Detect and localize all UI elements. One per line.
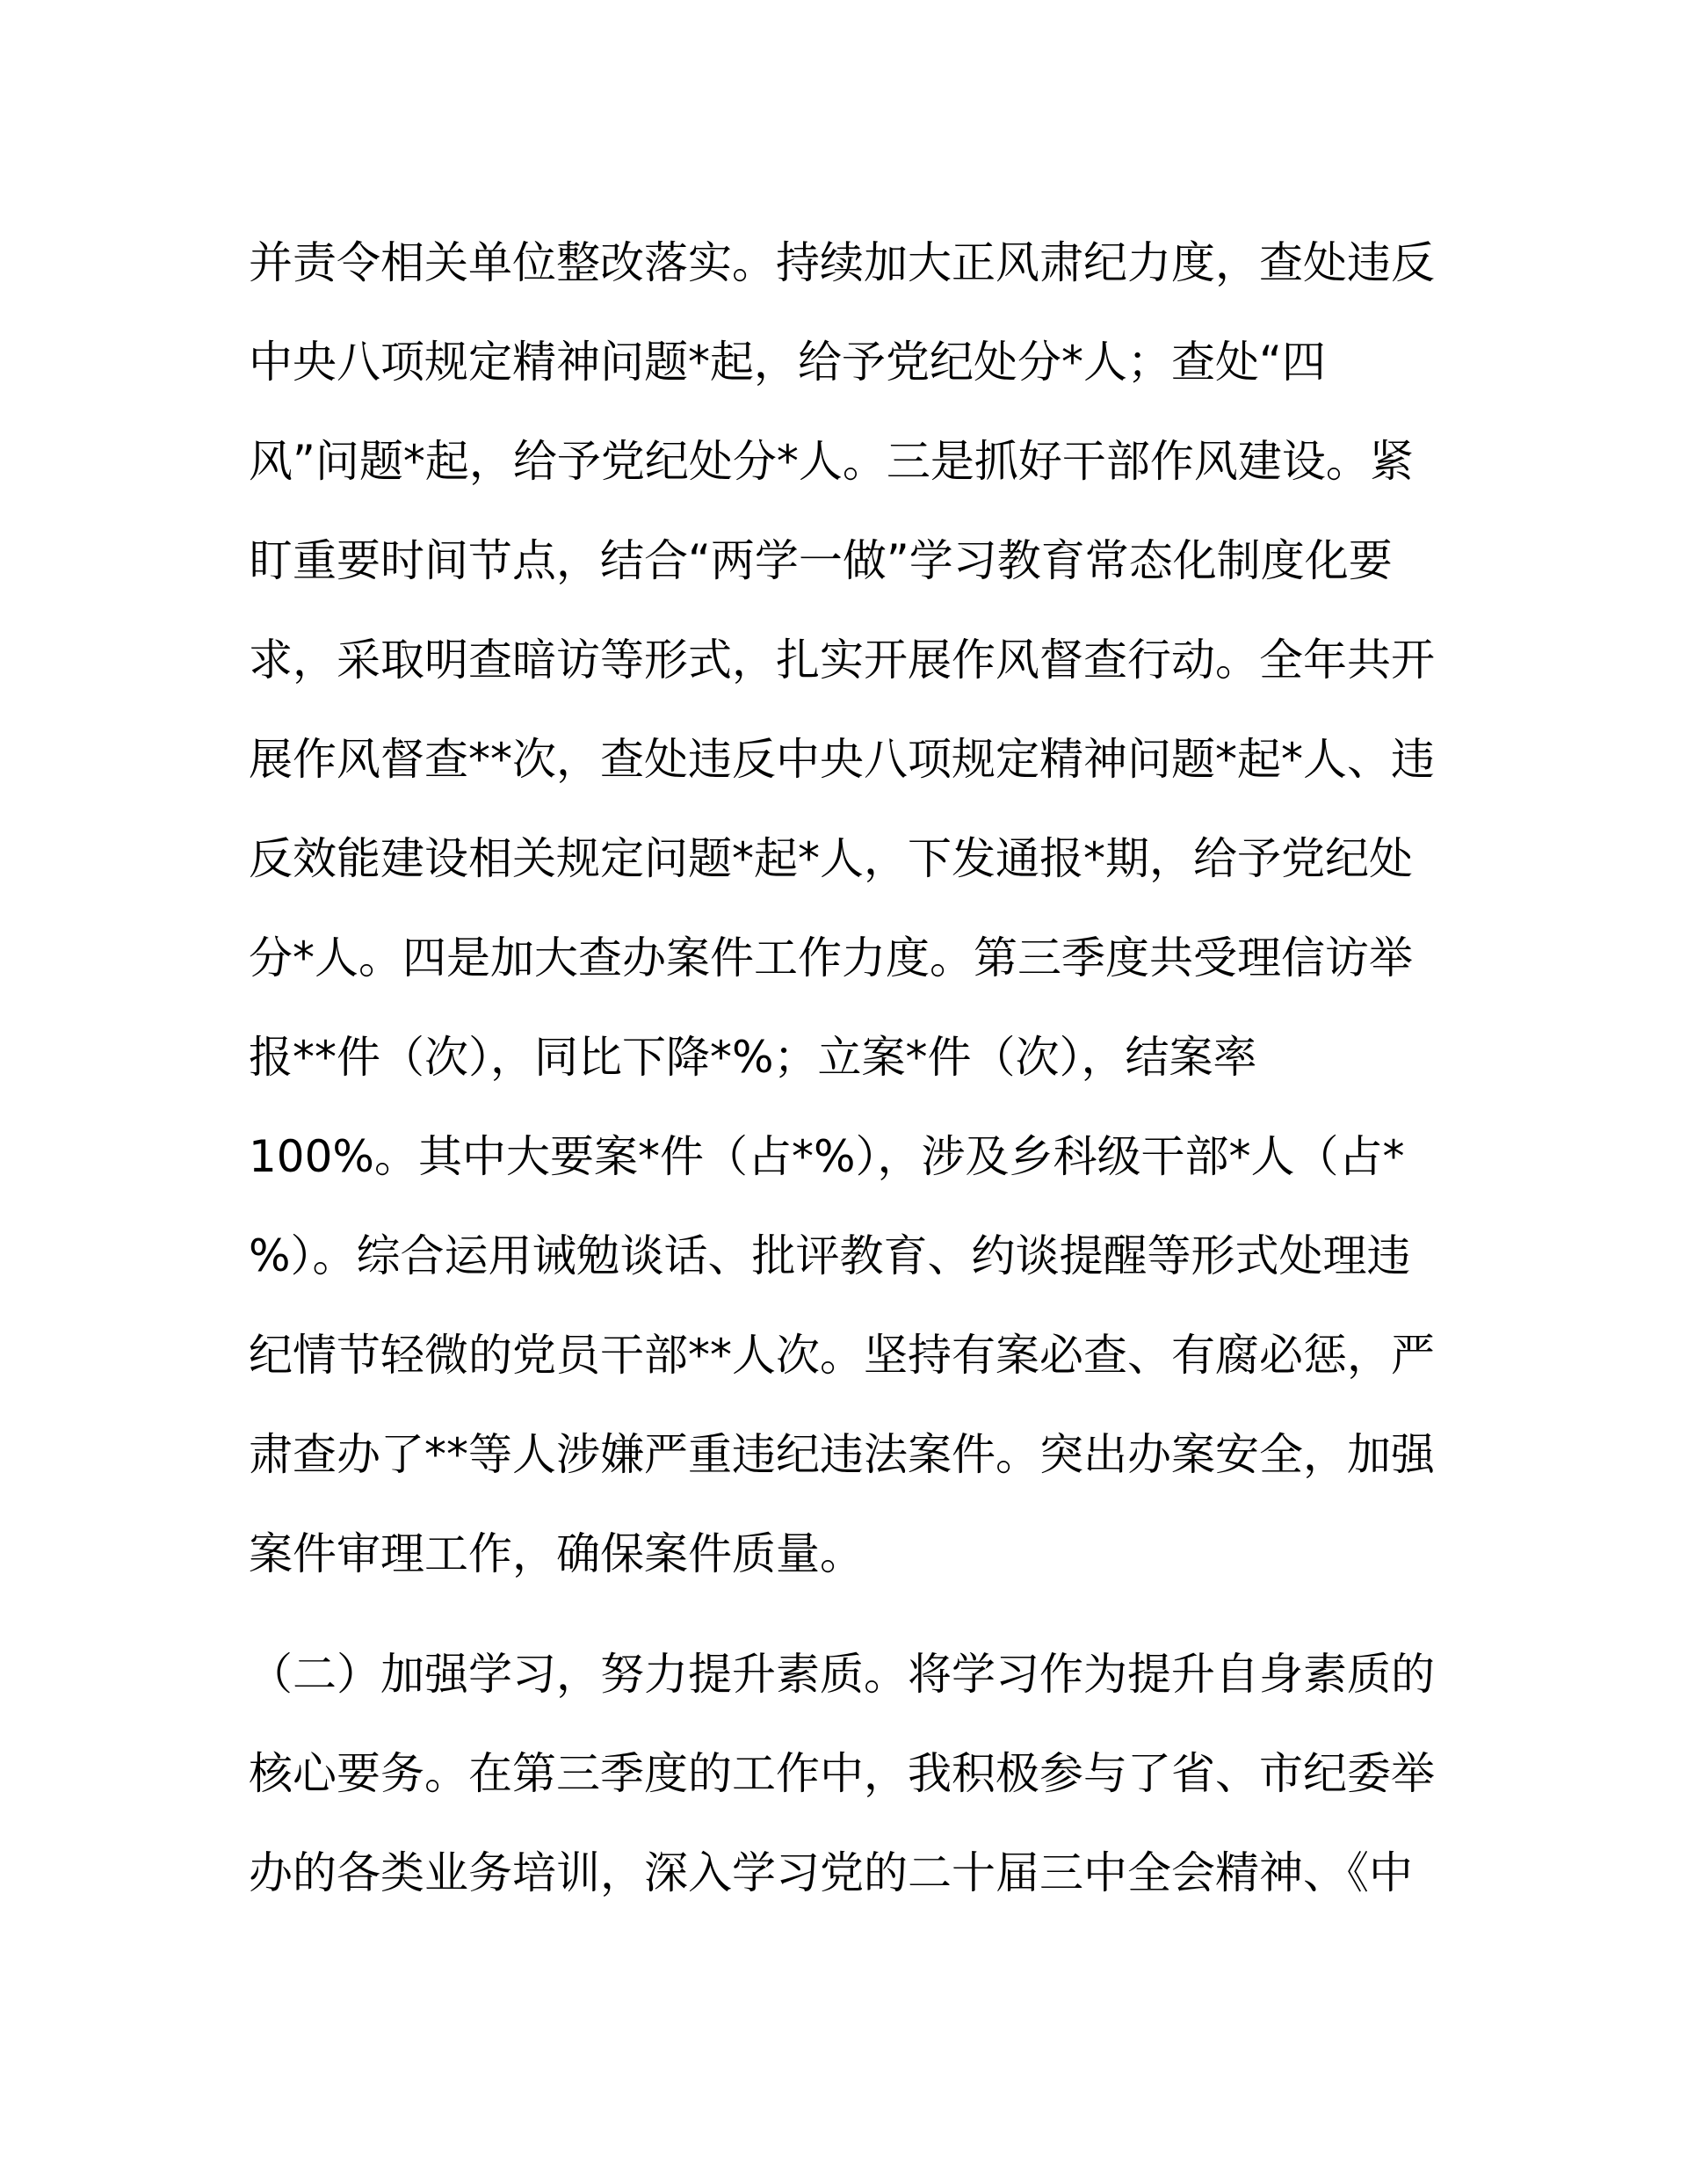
text-line: （二）加强学习，努力提升素质。将学习作为提升自身素质的: [249, 1649, 1435, 1700]
text-line: 分*人。四是加大查办案件工作力度。第三季度共受理信访举: [249, 932, 1413, 983]
text-line: 纪情节轻微的党员干部**人次。坚持有案必查、有腐必惩，严: [249, 1330, 1435, 1381]
text-line: 核心要务。在第三季度的工作中，我积极参与了省、市纪委举: [249, 1748, 1435, 1799]
text-line: %）。综合运用诫勉谈话、批评教育、约谈提醒等形式处理违: [249, 1230, 1411, 1281]
text-line: 100%。其中大要案*件（占*%），涉及乡科级干部*人（占*: [249, 1131, 1405, 1182]
text-line: 风”问题*起，给予党纪处分*人。三是抓好干部作风建设。紧: [249, 436, 1414, 487]
text-line: 中央八项规定精神问题*起，给予党纪处分*人；查处“四: [249, 337, 1326, 388]
text-line: 办的各类业务培训，深入学习党的二十届三中全会精神、《中: [249, 1847, 1413, 1898]
text-line: 展作风督查**次，查处违反中央八项规定精神问题*起*人、违: [249, 734, 1435, 785]
text-line: 求，采取明查暗访等形式，扎实开展作风督查行动。全年共开: [249, 635, 1435, 686]
text-line: 肃查办了**等人涉嫌严重违纪违法案件。突出办案安全，加强: [249, 1429, 1435, 1480]
text-line: 并责令相关单位整改落实。持续加大正风肃纪力度，查处违反: [249, 237, 1435, 288]
text-line: 盯重要时间节点，结合“两学一做”学习教育常态化制度化要: [249, 535, 1393, 586]
text-line: 案件审理工作，确保案件质量。: [249, 1528, 864, 1579]
text-line: 报**件（次），同比下降*%；立案*件（次），结案率: [249, 1032, 1257, 1083]
text-line: 反效能建设相关规定问题*起*人，下发通报*期，给予党纪处: [249, 833, 1413, 884]
